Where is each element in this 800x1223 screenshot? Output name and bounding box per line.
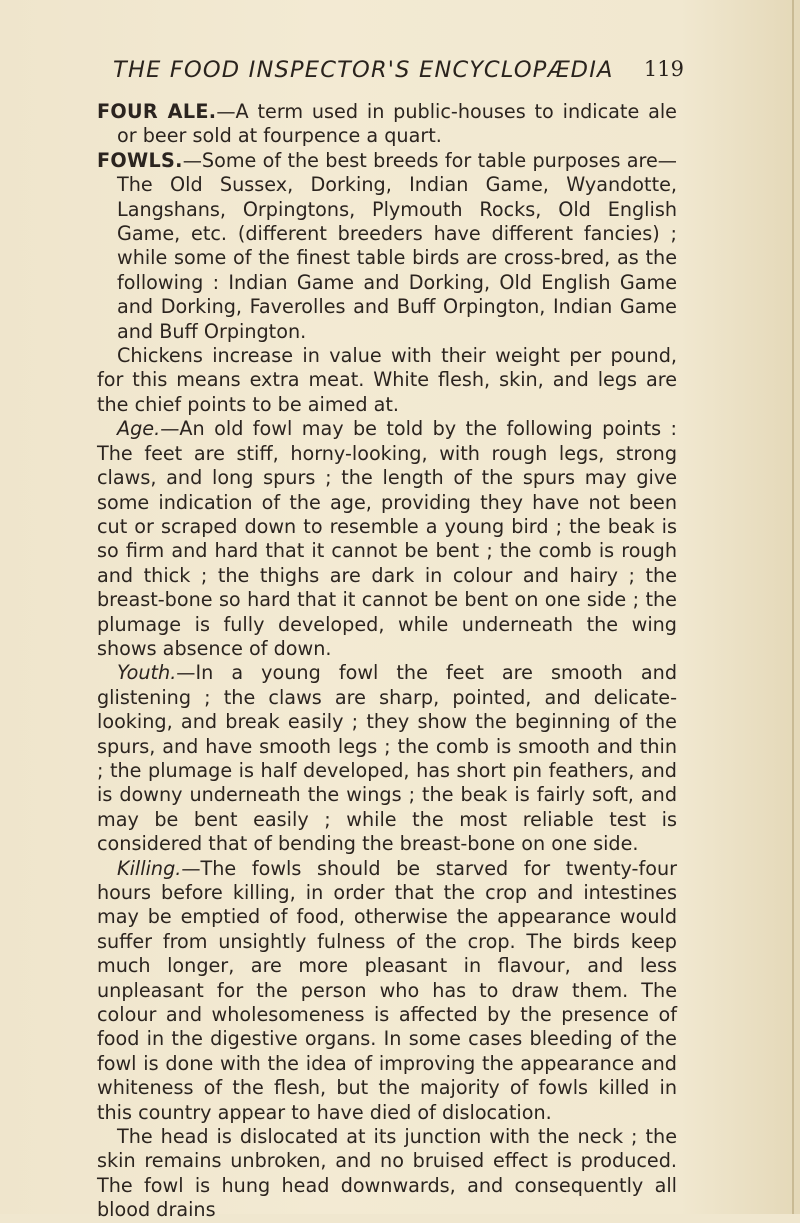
killing-text: —The fowls should be starved for twenty-four hours before killing, in order that the crop and intestines may be emptied of food, otherwise the appearance would suffer from unsightly fulness of the crop. The birds keep much longer, are more pleasant in flavour, and less unpleasant for the person who has to draw them. The colour and wholesomeness is affected by the presence of food in the digestive organs. In some cases bleeding of the fowl is done with the idea of improving the appearance and whiteness of the flesh, but the majority of fowls killed in this country appear to have died of dislocation. [97,856,677,1124]
age-text: —An old fowl may be told by the following points : The feet are stiff, horny-looking, with rough legs, strong claws, and long spurs ; the length of the spurs may give some indication of the age, providing they have not been cut or scraped down to resemble a young bird ; the beak is so firm and hard that it cannot be bent ; the comb is rough and thick ; the thighs are dark in colour and hairy ; the breast-bone so hard that it cannot be bent on one side ; the plumage is fully developed, while underneath the wing shows absence of down. [97,417,677,660]
headword-four-ale: FOUR ALE. [97,100,217,123]
youth-text: —In a young fowl the feet are smooth and glistening ; the claws are sharp, pointed, and delicate-looking, and break easily ; they show the beginning of the spurs, and have smooth legs ; the comb is smooth and thin ; the plumage is half developed, has short pin feathers, and is downy underneath the wings ; the beak is fairly soft, and may be bent easily ; while the most reliable test is considered that of bending the breast-bone on one side. [97,661,677,856]
paragraph-chickens: Chickens increase in value with their weight per pound, for this means extra meat. White flesh, skin, and legs are the chief points to be aimed at. [97,344,677,416]
page-edge [792,0,794,1214]
paragraph-head-dislocated: The head is dislocated at its junction with the neck ; the skin remains unbroken, and no bruised effect is produced. The fowl is hung head downwards, and consequently all blood drains [97,1125,677,1222]
paragraph-killing [97,857,677,1125]
entry-fowls-text: —Some of the best breeds for table purposes are—The Old Sussex, Dorking, Indian Game, Wyandotte, Langshans, Orpingtons, Plymouth Rocks, Old English Game, etc. (different breeders have different fancies) ; while some of the finest table birds are cross-bred, as the following : Indian Game and Dorking, Old English Game and Dorking, Faverolles and Buff Orpington, Indian Game and Buff Orpington. [117,148,677,343]
entry-fowls [97,149,677,344]
subhead-killing: Killing. [117,856,182,880]
paragraph-youth [97,661,677,856]
headword-fowls: FOWLS. [97,148,183,172]
running-head: THE FOOD INSPECTOR'S ENCYCLOPÆDIA [113,57,614,83]
subhead-age: Age. [117,417,161,441]
body-text [97,100,677,1223]
entry-four-ale [97,100,677,149]
page-number: 119 [643,57,684,81]
subhead-youth: Youth. [117,661,177,685]
paragraph-age [97,417,677,661]
entry-four-ale-text: —A term used in public-houses to indicate ale or beer sold at fourpence a quart. [117,100,677,148]
